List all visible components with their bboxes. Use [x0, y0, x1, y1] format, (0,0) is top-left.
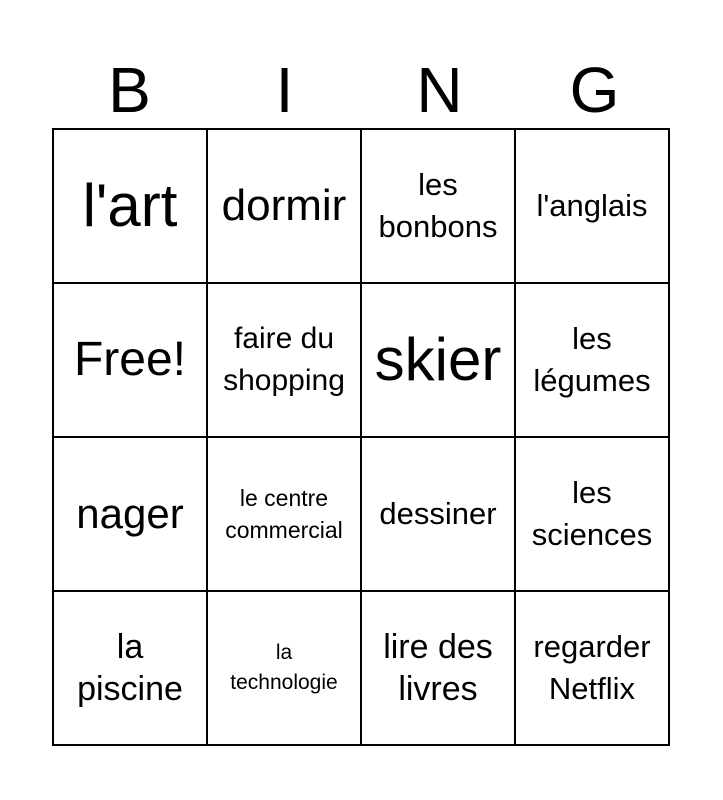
bingo-cell[interactable]: [54, 592, 208, 746]
bingo-cell[interactable]: [362, 284, 516, 438]
bingo-cell[interactable]: [362, 592, 516, 746]
header-letter-b: B: [108, 54, 151, 126]
bingo-header: [52, 52, 672, 128]
bingo-cell[interactable]: [516, 284, 670, 438]
bingo-cell[interactable]: [516, 438, 670, 592]
cell-label: l'art: [82, 172, 178, 239]
cell-label: le centre commercial: [225, 484, 343, 543]
bingo-cell[interactable]: [54, 438, 208, 592]
cell-label: les bonbons: [378, 167, 498, 244]
cell-label: skier: [374, 326, 502, 393]
cell-label: les sciences: [531, 475, 653, 552]
bingo-grid: [52, 128, 670, 746]
cell-label: dessiner: [379, 496, 497, 532]
bingo-cell[interactable]: [362, 438, 516, 592]
cell-label: Free!: [73, 332, 187, 386]
bingo-cell[interactable]: [208, 438, 362, 592]
cell-label: faire du shopping: [223, 322, 345, 397]
header-letter-n: N: [416, 54, 463, 126]
header-letter-i: I: [275, 54, 294, 126]
bingo-cell[interactable]: [516, 592, 670, 746]
bingo-cell[interactable]: [362, 130, 516, 284]
cell-label: lire des livres: [383, 627, 493, 708]
bingo-cell[interactable]: [208, 284, 362, 438]
bingo-cell[interactable]: [54, 130, 208, 284]
bingo-cell[interactable]: [516, 130, 670, 284]
cell-label: dormir: [221, 180, 347, 230]
cell-label: la piscine: [77, 627, 183, 708]
header-letter-g: G: [569, 54, 620, 126]
cell-label: la technologie: [230, 640, 338, 694]
cell-label: les légumes: [533, 321, 651, 398]
cell-label: regarder Netflix: [533, 629, 651, 706]
bingo-cell[interactable]: [208, 592, 362, 746]
bingo-cell[interactable]: [208, 130, 362, 284]
cell-label: l'anglais: [536, 188, 648, 224]
free-cell[interactable]: [54, 284, 208, 438]
cell-label: nager: [76, 489, 184, 537]
